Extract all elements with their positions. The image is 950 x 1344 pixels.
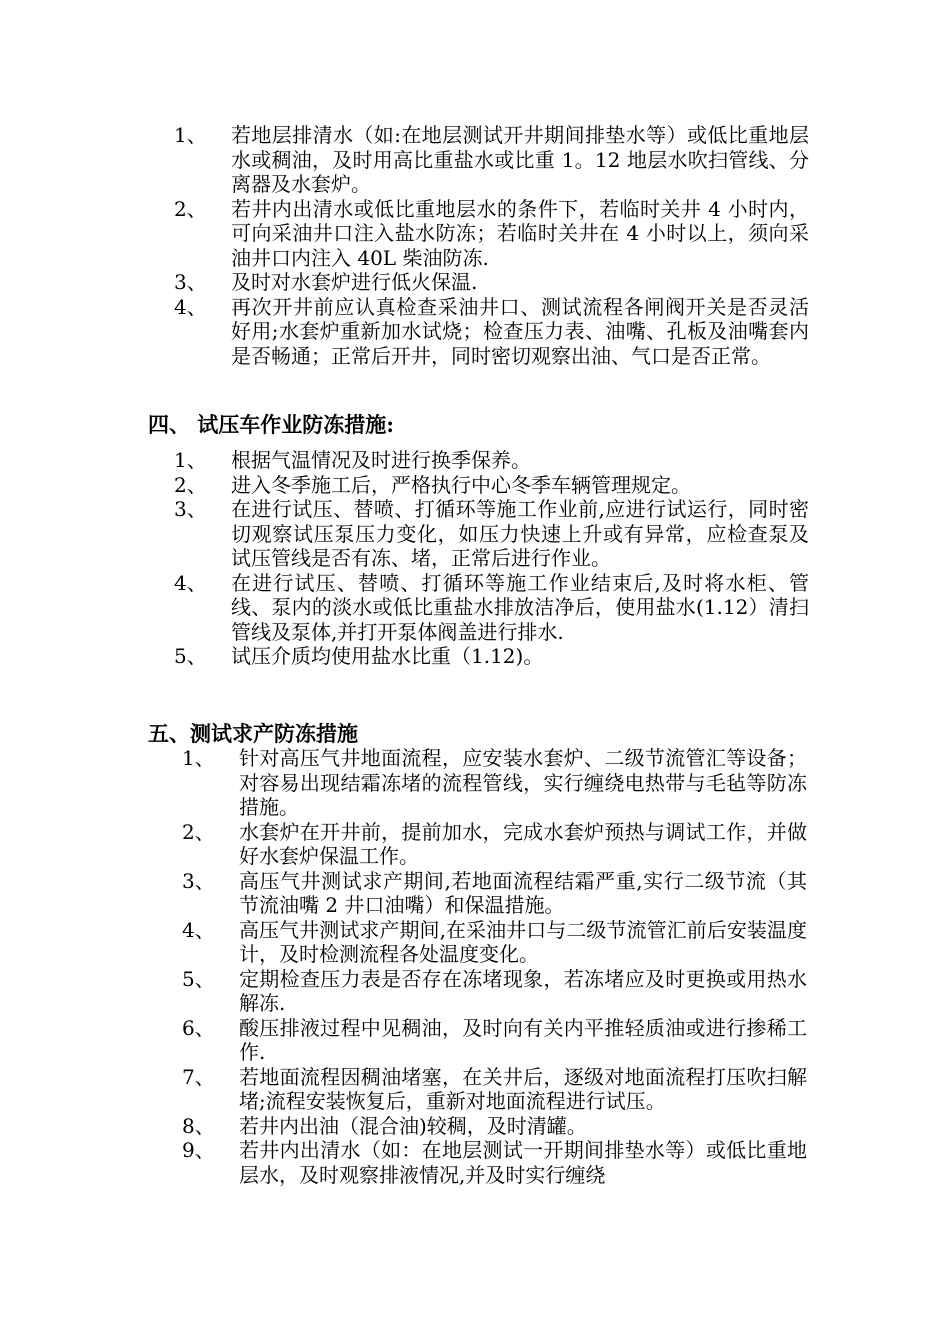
item-number: 6、 [182, 1015, 215, 1040]
item-text: 若井内出油（混合油)较稠，及时清罐。 [239, 1113, 587, 1138]
section-c [0, 746, 950, 1187]
item-text: 若地层排清水（如:在地层测试开井期间排垫水等）或低比重地层水或稠油，及时用高比重盐水或比重 1。12 地层水吹扫管线、分离器及水套炉。 [231, 123, 809, 196]
list-item [0, 497, 950, 571]
item-number: 3、 [182, 868, 215, 893]
list-item [0, 270, 950, 295]
list-item [0, 746, 950, 820]
item-number: 3、 [174, 497, 207, 521]
item-text: 若地面流程因稠油堵塞，在关井后，逐级对地面流程打压吹扫解堵;流程安装恢复后，重新对地面流程进行试压。 [239, 1064, 807, 1113]
item-text: 及时对水套炉进行低火保温. [231, 270, 478, 294]
list-item [0, 1138, 950, 1187]
list-item [0, 820, 950, 869]
item-number: 4、 [182, 917, 215, 942]
list-item [0, 1016, 950, 1065]
item-number: 7、 [182, 1064, 215, 1089]
list-item [0, 473, 950, 498]
item-number: 9、 [182, 1138, 215, 1162]
list-item [0, 448, 950, 473]
list-item [0, 295, 950, 369]
item-text: 针对高压气井地面流程，应安装水套炉、二级节流管汇等设备；对容易出现结霜冻堵的流程管线，实行缠绕电热带与毛毡等防冻措施。 [239, 746, 807, 819]
item-text: 根据气温情况及时进行换季保养。 [231, 448, 531, 472]
item-number: 3、 [174, 270, 207, 294]
list-item [0, 1114, 950, 1139]
list-item [0, 869, 950, 918]
item-text: 进入冬季施工后，严格执行中心冬季车辆管理规定。 [231, 472, 691, 497]
item-text: 若井内出清水（如：在地层测试一开期间排垫水等）或低比重地层水，及时观察排液情况,并及时实行缠绕 [239, 1138, 807, 1187]
item-number: 1、 [174, 448, 207, 472]
item-number: 2、 [182, 819, 215, 844]
item-number: 4、 [174, 294, 207, 319]
item-number: 1、 [182, 746, 215, 770]
section-heading-4: 四、 试压车作业防冻措施: [148, 412, 395, 437]
item-number: 2、 [174, 472, 207, 497]
item-text: 定期检查压力表是否存在冻堵现象，若冻堵应及时更换或用热水解冻. [239, 966, 807, 1015]
list-item [0, 571, 950, 645]
item-text: 若井内出清水或低比重地层水的条件下，若临时关井 4 小时内，可向采油井口注入盐水防冻；若临时关井在 4 小时以上，须向采油井口内注入 40L 柴油防冻. [231, 196, 809, 270]
item-number: 2、 [174, 196, 207, 221]
section-a [0, 123, 950, 368]
section-b [0, 448, 950, 669]
item-text: 在进行试压、替喷、打循环等施工作业结束后,及时将水柜、管线、泵内的淡水或低比重盐水排放洁净后，使用盐水(1.12）清扫管线及泵体,并打开泵体阀盖进行排水. [231, 570, 809, 644]
list-item [0, 197, 950, 271]
item-text: 高压气井测试求产期间,在采油井口与二级节流管汇前后安装温度计，及时检测流程各处温度变化。 [239, 917, 807, 966]
list-item [0, 918, 950, 967]
item-number: 8、 [182, 1113, 215, 1138]
list-item [0, 123, 950, 197]
item-text: 试压介质均使用盐水比重（1.12)。 [231, 644, 544, 668]
list-item [0, 967, 950, 1016]
item-text: 水套炉在开井前，提前加水，完成水套炉预热与调试工作，并做好水套炉保温工作。 [239, 819, 807, 868]
item-number: 5、 [174, 644, 207, 668]
item-text: 酸压排液过程中见稠油，及时向有关内平推轻质油或进行掺稀工作. [239, 1015, 807, 1064]
list-item [0, 1065, 950, 1114]
list-item [0, 644, 950, 669]
section-heading-5: 五、测试求产防冻措施 [148, 721, 358, 746]
item-text: 再次开井前应认真检查采油井口、测试流程各闸阀开关是否灵活好用;水套炉重新加水试烧；检查压力表、油嘴、孔板及油嘴套内是否畅通；正常后开井，同时密切观察出油、气口是否正常。 [231, 294, 809, 368]
item-number: 5、 [182, 966, 215, 991]
item-number: 4、 [174, 570, 207, 595]
item-number: 1、 [174, 123, 207, 147]
item-text: 在进行试压、替喷、打循环等施工作业前,应进行试运行，同时密切观察试压泵压力变化，如压力快速上升或有异常，应检查泵及试压管线是否有冻、堵，正常后进行作业。 [231, 497, 809, 570]
item-text: 高压气井测试求产期间,若地面流程结霜严重,实行二级节流（其节流油嘴 2 井口油嘴）和保温措施。 [239, 868, 807, 917]
